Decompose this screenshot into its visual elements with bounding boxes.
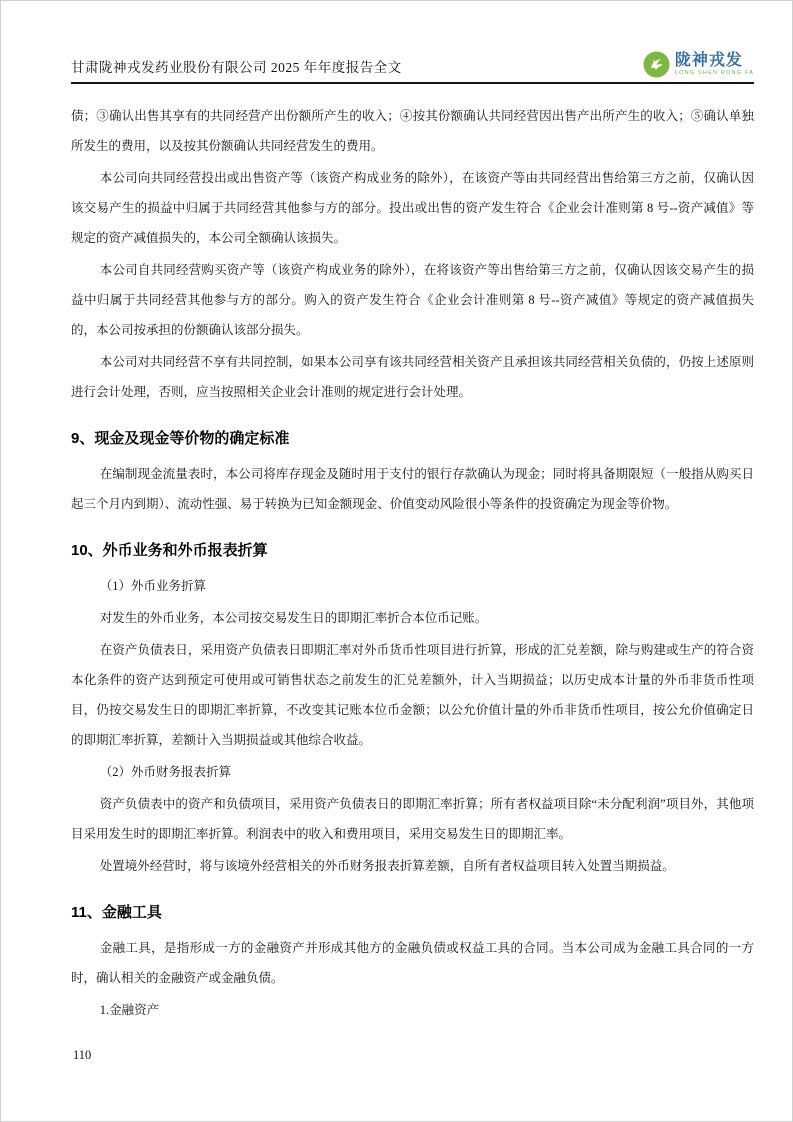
paragraph: 本公司向共同经营投出或出售资产等（该资产构成业务的除外），在该资产等由共同经营出售给第三方之前，仅确认因该交易产生的损益中归属于共同经营其他参与方的部分。投出或出售的资产发生符合《企业会计准则第 8 号--资产减值》等规定的资产减值损失的，本公司全额确认该损失。 <box>71 171 754 245</box>
logo-text <box>675 53 754 77</box>
paragraph: 1.金融资产 <box>99 1003 160 1017</box>
document-body <box>1 101 792 1027</box>
paragraph: 债；③确认出售其享有的共同经营产出份额所产生的收入；④按其份额确认共同经营因出售产出所产生的收入；⑤确认单独所发生的费用，以及按其份额确认共同经营发生的费用。 <box>71 109 754 153</box>
report-title: 甘肃陇神戎发药业股份有限公司 2025 年年度报告全文 <box>71 60 402 75</box>
paragraph: 在资产负债表日，采用资产负债表日即期汇率对外币货币性项目进行折算，形成的汇兑差额，除与购建或生产的符合资本化条件的资产达到预定可使用或可销售状态之前发生的汇兑差额外，计入当期损益；以历史成本计量的外币非货币性项目，仍按交易发生日的即期汇率折算，不改变其记账本位币金额；以公允价值计量的外币非货币性项目，按公允价值确定日的即期汇率折算，差额计入当期损益或其他综合收益。 <box>71 643 754 747</box>
paragraph: （2）外币财务报表折算 <box>99 765 232 779</box>
paragraph: 在编制现金流量表时，本公司将库存现金及随时用于支付的银行存款确认为现金；同时将具备期限短（一般指从购买日起三个月内到期）、流动性强、易于转换为已知金额现金、价值变动风险很小等条件的投资确定为现金等价物。 <box>71 467 754 511</box>
logo-name-cn: 陇神戎发 <box>674 51 743 69</box>
company-logo <box>643 51 754 78</box>
header-row <box>71 51 754 84</box>
section-heading: 9、现金及现金等价物的确定标准 <box>71 430 290 447</box>
section-heading: 10、外币业务和外币报表折算 <box>71 542 268 559</box>
logo-bird-icon <box>643 51 670 78</box>
paragraph: 本公司自共同经营购买资产等（该资产构成业务的除外），在将该资产等出售给第三方之前，仅确认因该交易产生的损益中归属于共同经营其他参与方的部分。购入的资产发生符合《企业会计准则第 8 号--资产减值》等规定的资产减值损失的，本公司按承担的份额确认该部分损失。 <box>71 263 754 337</box>
paragraph: （1）外币业务折算 <box>99 579 207 593</box>
logo-name-en: LONG SHEN RONG FA <box>674 69 754 76</box>
paragraph: 对发生的外币业务，本公司按交易发生日的即期汇率折合本位币记账。 <box>99 611 488 625</box>
page-number: 110 <box>73 1048 92 1062</box>
page-header <box>1 1 792 84</box>
section-heading: 11、金融工具 <box>71 904 162 921</box>
paragraph: 金融工具，是指形成一方的金融资产并形成其他方的金融负债或权益工具的合同。当本公司成为金融工具合同的一方时，确认相关的金融资产或金融负债。 <box>71 941 754 985</box>
paragraph: 资产负债表中的资产和负债项目，采用资产负债表日的即期汇率折算；所有者权益项目除“未分配利润”项目外，其他项目采用发生时的即期汇率折算。利润表中的收入和费用项目，采用交易发生日的即期汇率。 <box>71 797 754 841</box>
paragraph: 本公司对共同经营不享有共同控制，如果本公司享有该共同经营相关资产且承担该共同经营相关负债的，仍按上述原则进行会计处理，否则，应当按照相关企业会计准则的规定进行会计处理。 <box>71 355 754 399</box>
paragraph: 处置境外经营时，将与该境外经营相关的外币财务报表折算差额，自所有者权益项目转入处置当期损益。 <box>99 859 675 873</box>
